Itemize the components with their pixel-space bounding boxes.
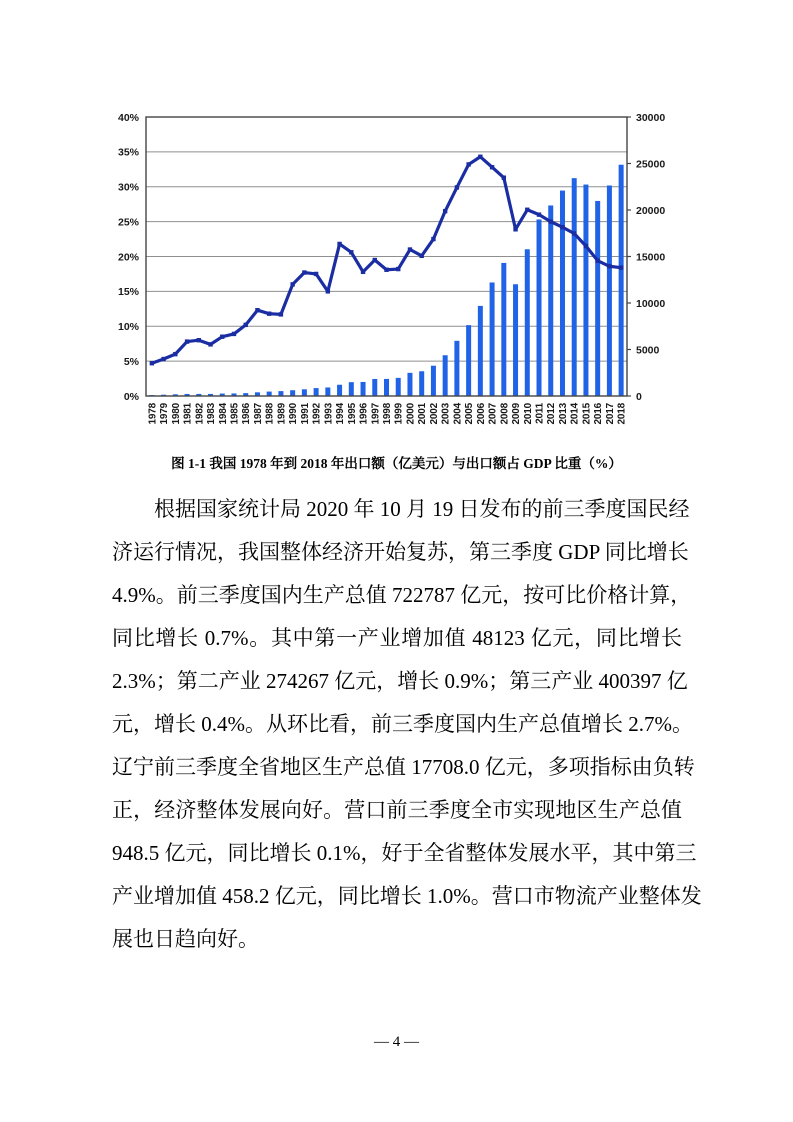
right-axis-tick-label: 5000 (636, 344, 660, 357)
x-axis-tick-label: 2015 (581, 403, 593, 425)
x-axis-tick-label: 2008 (499, 403, 511, 425)
x-axis-tick-label: 2010 (522, 403, 534, 425)
x-axis-tick-label: 2017 (604, 403, 616, 425)
x-axis-tick-label: 1986 (241, 403, 253, 425)
paragraph-line: 2.3%；第二产业 274267 亿元，增长 0.9%；第三产业 400397 亿 (112, 669, 688, 693)
paragraph-line: 根据国家统计局 2020 年 10 月 19 日发布的前三季度国民经 (154, 497, 690, 521)
x-axis-tick-label: 2003 (440, 403, 452, 425)
x-axis-tick-label: 1979 (159, 403, 171, 425)
left-axis-tick-label: 30% (117, 181, 139, 194)
x-axis-tick-label: 1995 (346, 403, 358, 425)
x-axis-tick-label: 1980 (170, 403, 182, 425)
right-axis-tick-label: 0 (636, 390, 642, 403)
x-axis-tick-label: 1990 (288, 403, 300, 425)
left-axis-tick-label: 10% (117, 321, 139, 334)
x-axis-tick-label: 2013 (557, 403, 569, 425)
figure-1-1 (104, 96, 684, 446)
left-axis-labels (118, 112, 140, 403)
x-axis-tick-label: 2014 (569, 403, 581, 425)
x-axis-tick-label: 1998 (382, 403, 393, 425)
x-axis-tick-label: 1984 (217, 403, 229, 425)
x-axis-tick-label: 1988 (264, 403, 276, 425)
x-axis-tick-label: 1981 (182, 403, 194, 425)
left-axis-tick-label: 25% (117, 216, 139, 229)
page-footer (0, 1034, 793, 1051)
x-axis-tick-label: 2001 (417, 403, 429, 425)
x-axis-tick-label: 2002 (428, 403, 440, 425)
paragraph-line: 济运行情况，我国整体经济开始复苏，第三季度 GDP 同比增长 (112, 540, 689, 564)
paragraph-line: 展也日趋向好。 (112, 927, 259, 951)
x-axis-tick-label: 1989 (276, 403, 288, 425)
x-axis-tick-label: 1994 (335, 403, 347, 425)
x-axis-tick-label: 1999 (393, 403, 405, 425)
paragraph-line: 4.9%。前三季度国内生产总值 722787 亿元，按可比价格计算， (112, 583, 692, 607)
left-axis-tick-label: 35% (117, 146, 139, 159)
x-axis-tick-label: 2011 (534, 403, 546, 424)
x-axis-tick-label: 1991 (299, 403, 311, 425)
left-axis-tick-label: 15% (117, 286, 139, 299)
left-axis-tick-label: 5% (123, 355, 139, 368)
x-axis-tick-label: 2018 (616, 403, 628, 425)
paragraph-line: 正，经济整体发展向好。营口前三季度全市实现地区生产总值 (112, 798, 682, 822)
x-axis-tick-label: 2009 (511, 403, 523, 425)
paragraph-line: 元，增长 0.4%。从环比看，前三季度国内生产总值增长 2.7%。 (112, 712, 693, 736)
x-axis-tick-label: 2000 (405, 403, 417, 425)
paragraph-line: 产业增加值 458.2 亿元，同比增长 1.0%。营口市物流产业整体发 (112, 884, 702, 908)
right-axis-tick-label: 20000 (636, 204, 666, 217)
left-axis-tick-label: 20% (117, 251, 139, 264)
x-axis-tick-label: 1997 (370, 403, 382, 425)
x-axis-tick-label: 1985 (229, 403, 241, 425)
paragraph-line: 同比增长 0.7%。其中第一产业增加值 48123 亿元，同比增长 (112, 626, 682, 650)
page-number: — 4 — (374, 1034, 419, 1050)
paragraph-line: 辽宁前三季度全省地区生产总值 17708.0 亿元，多项指标由负转 (112, 755, 695, 779)
x-axis-tick-label: 2006 (475, 403, 487, 425)
x-axis-tick-label: 2007 (487, 403, 499, 425)
right-axis-tick-label: 15000 (636, 251, 666, 264)
x-axis-tick-label: 1982 (194, 403, 206, 425)
left-axis-tick-label: 0% (123, 390, 139, 403)
paragraph-line: 948.5 亿元，同比增长 0.1%，好于全省整体发展水平，其中第三 (112, 841, 697, 865)
x-axis-tick-label: 2016 (593, 403, 605, 425)
export-chart (104, 96, 684, 446)
x-axis-tick-label: 1978 (147, 403, 159, 425)
body-paragraph (112, 488, 702, 961)
x-axis-tick-label: 2012 (546, 403, 558, 425)
right-axis-tick-label: 25000 (636, 158, 666, 171)
x-axis-tick-label: 2005 (464, 403, 476, 425)
x-axis-tick-label: 1996 (358, 403, 370, 425)
right-axis-tick-label: 10000 (636, 297, 666, 310)
x-axis-tick-label: 2004 (452, 403, 464, 425)
x-axis-tick-label: 1983 (206, 403, 218, 425)
export-chart-svg (104, 96, 684, 446)
left-axis-tick-label: 40% (117, 111, 139, 124)
x-axis-tick-label: 1987 (252, 403, 264, 425)
x-axis-tick-label: 1993 (323, 403, 335, 425)
figure-caption: 图 1-1 我国 1978 年到 2018 年出口额（亿美元）与出口额占 GDP 比重（%） (171, 456, 622, 471)
right-axis-labels (627, 112, 665, 403)
gridlines (146, 152, 627, 361)
right-axis-tick-label: 30000 (636, 111, 666, 124)
x-axis-labels (147, 402, 627, 424)
x-axis-tick-label: 1992 (311, 403, 323, 425)
